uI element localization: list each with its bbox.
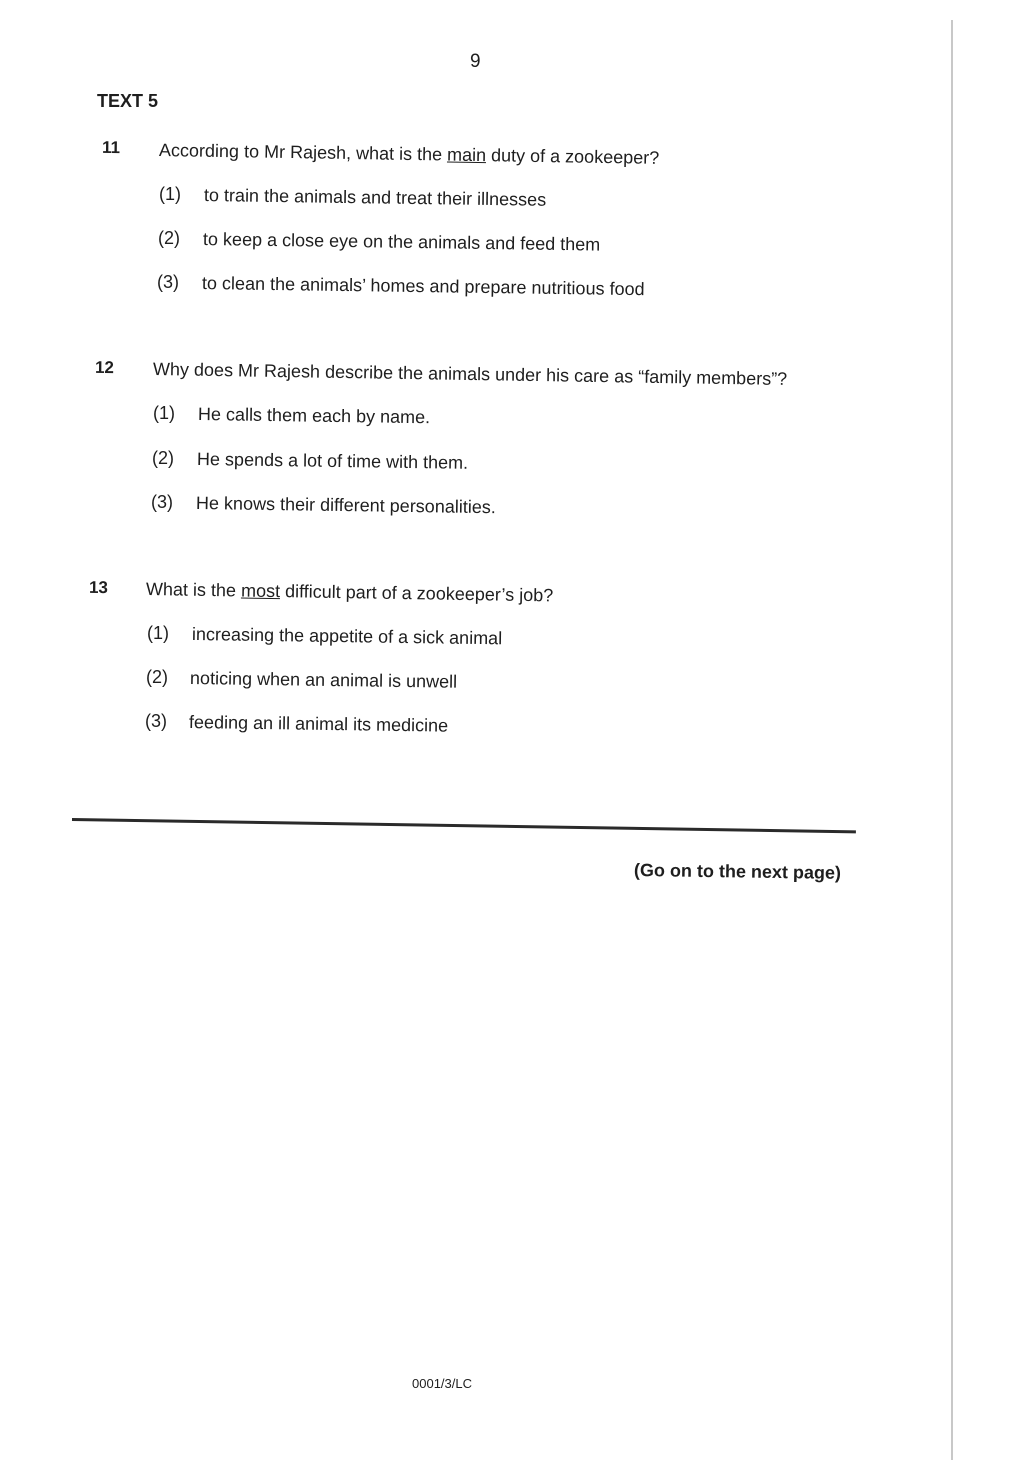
question-text-part: duty of a zookeeper? [485,145,660,168]
question-text-part: What is the [145,579,242,601]
paper-code: 0001/3/LC [412,1376,472,1391]
page-number: 9 [470,51,481,72]
option-label: (3) [151,492,173,512]
option-text: feeding an ill animal its medicine [188,712,449,736]
option-label: (3) [157,272,179,292]
option-text: to keep a close eye on the animals and feed them [202,229,601,255]
option-text: He calls them each by name. [197,404,431,428]
option-label: (1) [153,403,175,423]
option-text: to train the animals and treat their illnesses [203,185,547,210]
option-label: (2) [158,228,180,248]
underlined-word: main [446,144,487,166]
option-label: (3) [145,711,167,731]
option-label: (1) [147,623,169,643]
question-text-part: According to Mr Rajesh, what is the [158,140,448,165]
question-text [159,140,660,169]
option-text: to clean the animals’ homes and prepare nutritious food [201,273,645,300]
option-label: (2) [152,448,174,468]
question-text [146,579,554,606]
underlined-word: most [240,580,281,602]
question-text [153,359,788,390]
divider-rule [72,818,856,833]
question-text-part: difficult part of a zookeeper’s job? [279,581,554,606]
question-number: 12 [94,357,115,378]
question-number: 11 [101,137,121,158]
section-heading: TEXT 5 [97,91,159,111]
option-label: (2) [146,667,168,687]
question-text-part: Why does Mr Rajesh describe the animals under his care as “family members”? [152,359,788,389]
option-label: (1) [159,184,181,204]
question-number: 13 [88,577,109,598]
option-text: He spends a lot of time with them. [196,449,469,473]
next-page-note: (Go on to the next page) [633,860,842,883]
page-edge-line [951,20,953,1460]
option-text: noticing when an animal is unwell [189,668,458,692]
option-text: increasing the appetite of a sick animal [191,624,503,649]
option-text: He knows their different personalities. [195,493,496,518]
